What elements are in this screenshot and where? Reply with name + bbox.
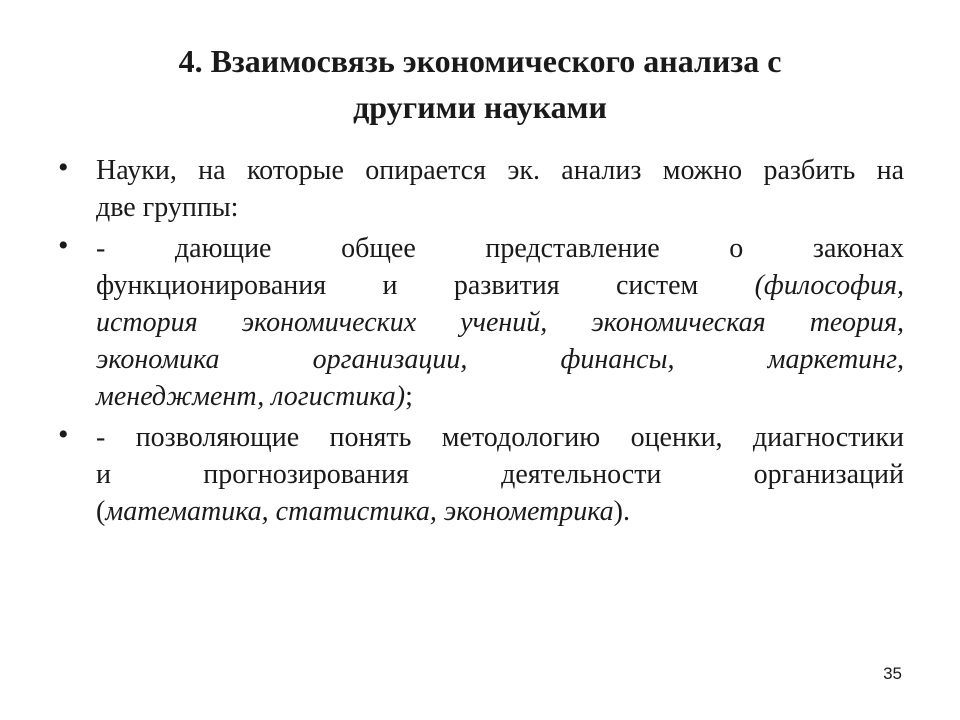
text-run: (философия, <box>754 270 904 301</box>
text-run: ( <box>96 496 106 527</box>
bullet-dot-icon: • <box>58 151 69 184</box>
bullet-dot-icon: • <box>58 418 69 451</box>
bullet-text-line <box>96 230 904 267</box>
text-run: экономика организации, финансы, маркетинг, <box>96 344 904 375</box>
bullet-text-line <box>96 267 904 304</box>
bullet-item <box>58 230 904 415</box>
bullet-dot-icon: • <box>58 229 69 262</box>
slide-title-line-1: 4. Взаимосвязь экономического анализа с <box>178 43 782 79</box>
bullet-text-line <box>96 341 904 378</box>
bullet-text-line <box>96 189 904 226</box>
bullet-text-line <box>96 419 904 456</box>
bullet-list <box>58 152 904 534</box>
bullet-item <box>58 419 904 530</box>
text-run: ; <box>405 381 413 412</box>
bullet-text-line <box>96 456 904 493</box>
slide-title <box>60 38 900 130</box>
slide-number: 35 <box>883 664 902 683</box>
slide-title-line-2: другими науками <box>353 89 607 125</box>
text-run: менеджмент, логистика) <box>96 381 406 412</box>
text-run: Науки, на которые опирается эк. анализ можно разбить на <box>96 155 904 186</box>
text-run: - позволяющие понять методологию оценки, диагностики <box>96 422 904 453</box>
text-run: - дающие общее представление о законах <box>96 233 904 264</box>
bullet-item <box>58 152 904 226</box>
text-run: математика, статистика, эконометрика <box>105 496 614 527</box>
text-run: и прогнозирования деятельности организаций <box>96 459 904 490</box>
text-run: функционирования и развития систем <box>96 270 755 301</box>
bullet-text-line <box>96 493 904 530</box>
bullet-text-line <box>96 304 904 341</box>
text-run: две группы: <box>96 192 239 223</box>
text-run: ). <box>613 496 630 527</box>
text-run: история экономических учений, экономическая теория, <box>96 307 904 338</box>
bullet-text-line <box>96 152 904 189</box>
bullet-text-line <box>96 378 904 415</box>
